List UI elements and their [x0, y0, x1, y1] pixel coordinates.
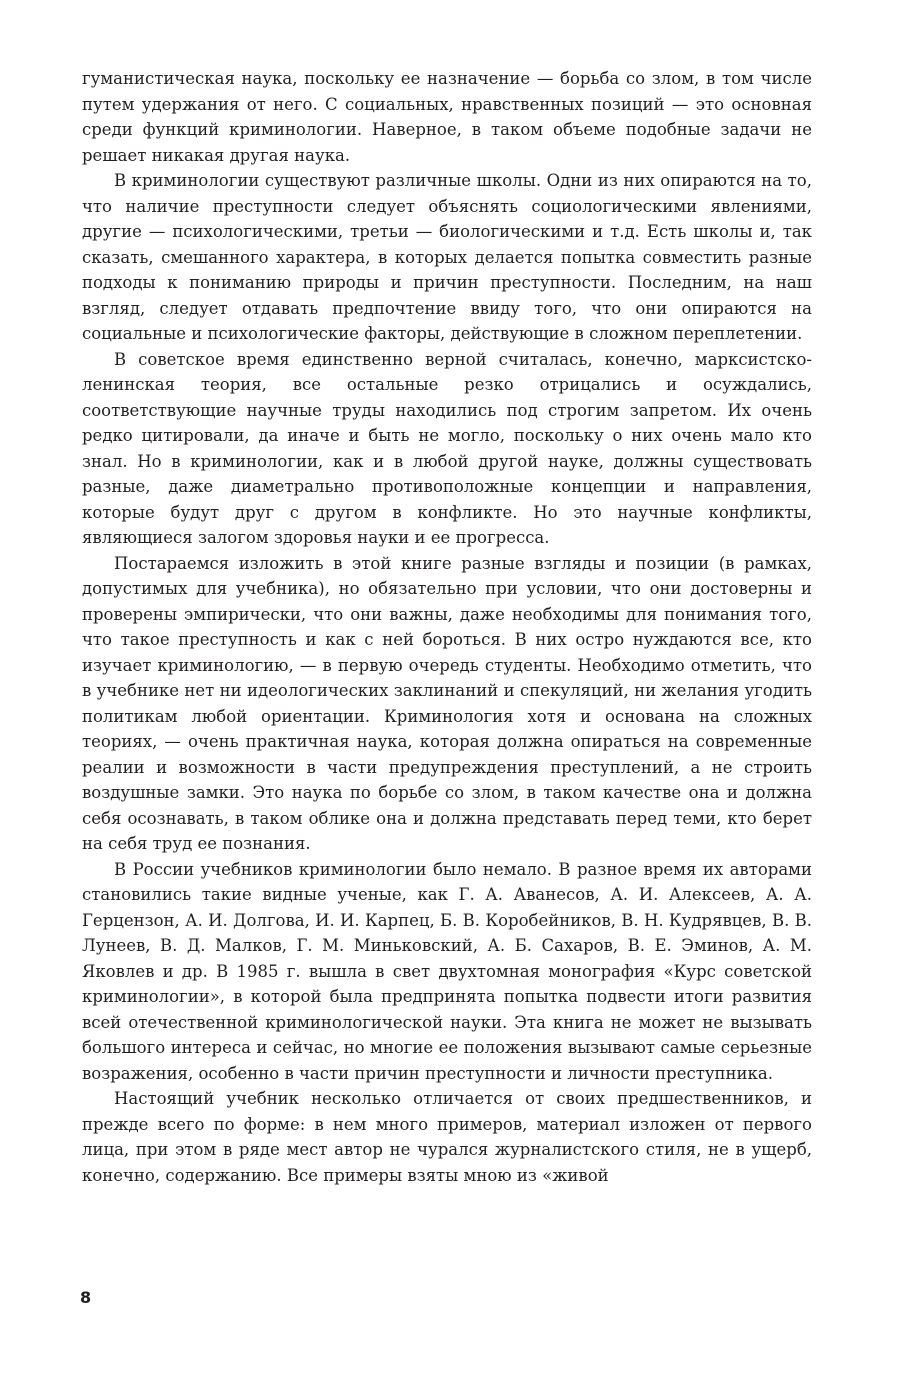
paragraph-continuation: гуманистическая наука, поскольку ее назначение — борьба со злом, в том числе путем удержания от него. С социальных, нравственных позиций — это основная среди функций криминологии. Наверное, в таком объеме подобные задачи не решает никакая другая наука. [82, 69, 812, 165]
paragraph-soviet-era: В советское время единственно верной считалась, конечно, марксистско-ленинская теория, все остальные резко отрицались и осуждались, соответствующие научные труды находились под строгим запретом. Их очень редко цитировали, да иначе и быть не могло, поскольку о них очень мало кто знал. Но в криминологии, как и в любой другой науке, должны существовать разные, даже диаметрально противоположные концепции и направления, которые будут друг с другом в конфликте. Но это научные конфликты, являющиеся залогом здоровья науки и ее прогресса. [82, 349, 812, 547]
paragraph-book-aims: Постараемся изложить в этой книге разные взгляды и позиции (в рамках, допустимых для учебника), но обязательно при условии, что они достоверны и проверены эмпирически, что они важны, даже необходимы для понимания того, что такое преступность и как с ней бороться. В них остро нуждаются все, кто изучает криминологию, — в первую очередь студенты. Необходимо отметить, что в учебнике нет ни идеологических заклинаний и спекуляций, ни желания угодить политикам любой ориентации. Криминология хотя и основана на сложных теориях, — очень практичная наука, которая должна опираться на современные реалии и возможности в части предупреждения преступлений, а не строить воздушные замки. Это наука по борьбе со злом, в таком качестве она и должна себя осознавать, в таком облике она и должна представать перед теми, кто берет на себя труд ее познания. [82, 553, 812, 853]
page-body [82, 66, 812, 1188]
paragraph-russian-textbooks: В России учебников криминологии было немало. В разное время их авторами становились такие видные ученые, как Г. А. Аванесов, А. И. Алексеев, А. А. Герцензон, А. И. Долгова, И. И. Карпец, Б. В. Коробейников, В. Н. Кудрявцев, В. В. Лунеев, В. Д. Малков, Г. М. Миньковский, А. Б. Сахаров, В. Е. Эминов, А. М. Яковлев и др. В 1985 г. вышла в свет двухтомная монография «Курс советской криминологии», в которой была предпринята попытка подвести итоги развития всей отечественной криминологической науки. Эта книга не может не вызывать большого интереса и сейчас, но многие ее положения вызывают самые серьезные возражения, особенно в части причин преступности и личности преступника. [82, 859, 812, 1083]
page-number: 8 [80, 1288, 92, 1307]
paragraph-this-textbook: Настоящий учебник несколько отличается от своих предшественников, и прежде всего по форме: в нем много примеров, материал изложен от первого лица, при этом в ряде мест автор не чурался журналистского стиля, не в ущерб, конечно, содержанию. Все примеры взяты мною из «живой [82, 1089, 812, 1185]
paragraph-schools: В криминологии существуют различные школы. Одни из них опираются на то, что наличие преступности следует объяснять социологическими явлениями, другие — психологическими, третьи — биологическими и т.д. Есть школы и, так сказать, смешанного характера, в которых делается попытка совместить разные подходы к пониманию природы и причин преступности. Последним, на наш взгляд, следует отдавать предпочтение ввиду того, что они опираются на социальные и психологические факторы, действующие в сложном переплетении. [82, 171, 812, 343]
